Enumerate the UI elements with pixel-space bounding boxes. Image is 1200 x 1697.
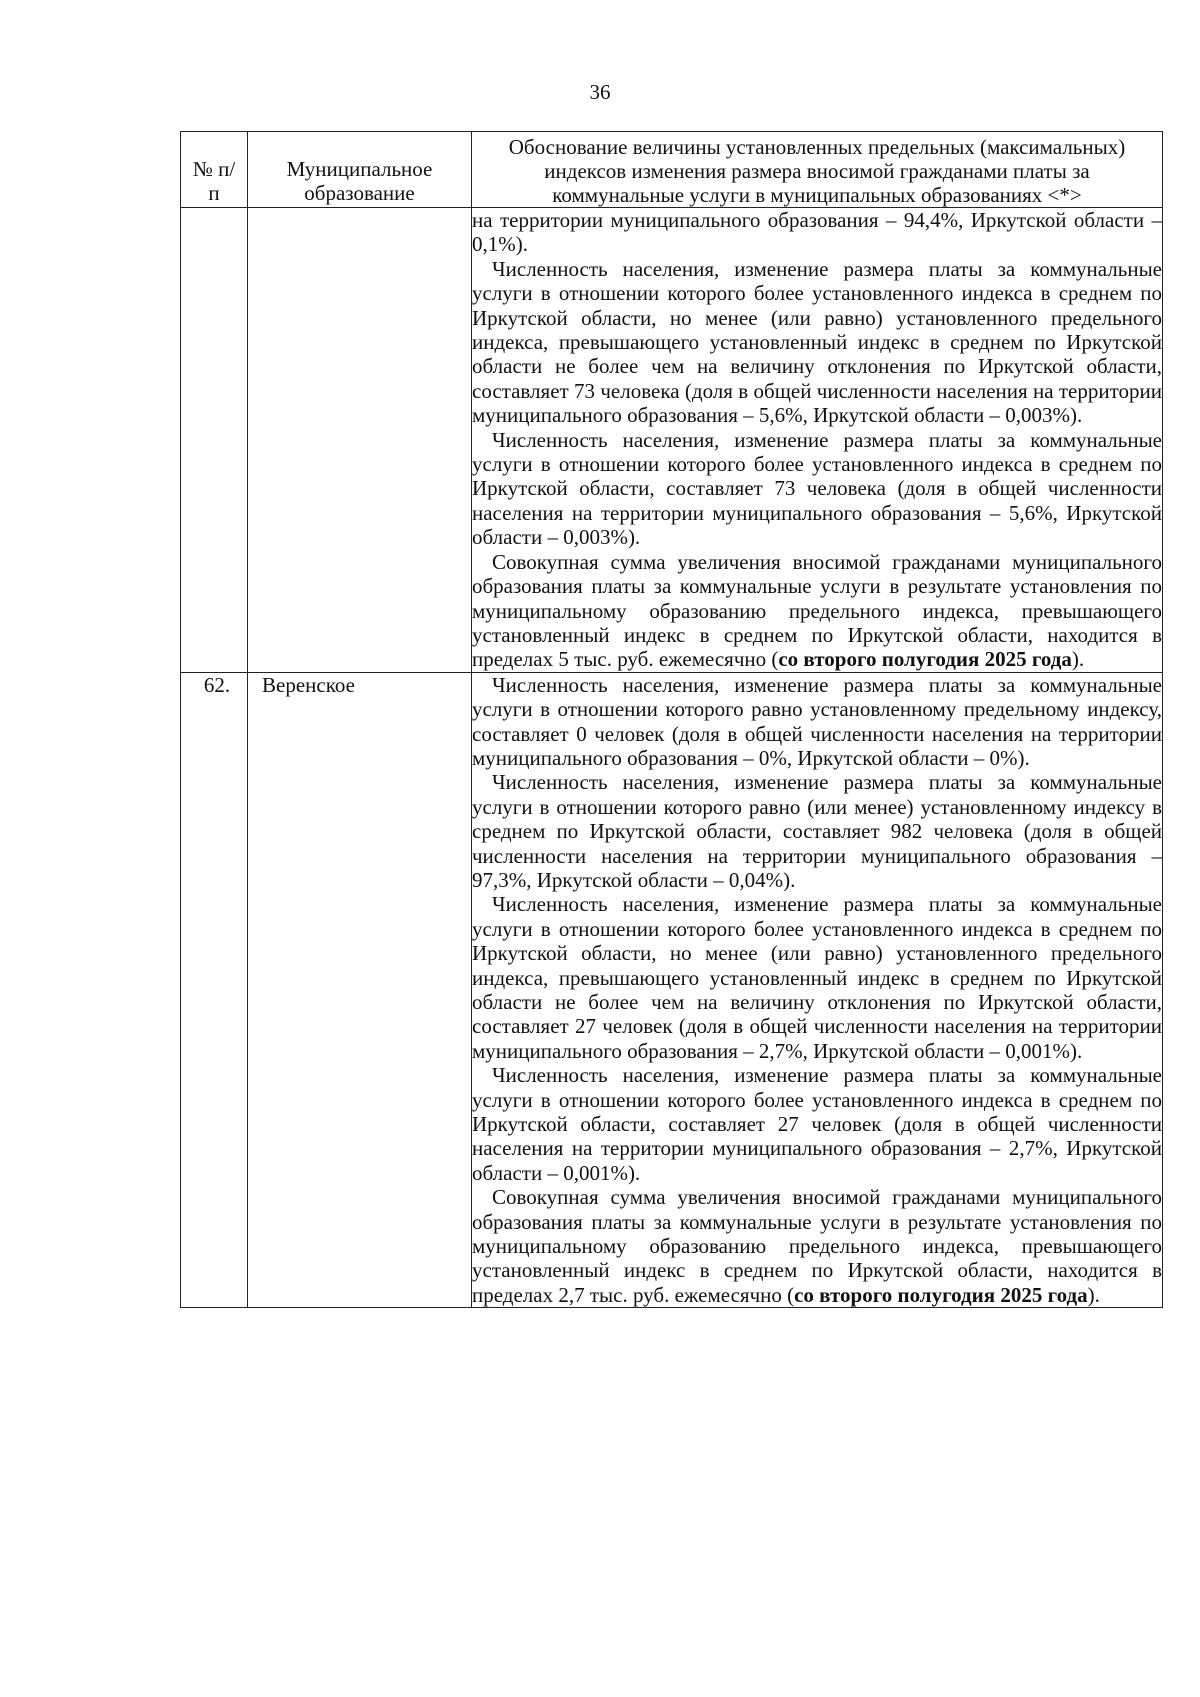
- table-row: [181, 208, 1163, 673]
- total-text: Совокупная сумма увеличения вносимой гражданами муниципального образования платы за коммунальные услуги в результате установления по муниципальному образованию предельного индекса, превышающего установленный индекс в среднем по Иркутской области, находится в пределах 5 тыс. руб. ежемесячно (: [472, 549, 1162, 672]
- header-municipality: [248, 132, 472, 208]
- header-num: [181, 132, 248, 208]
- indices-table: [180, 131, 1163, 1308]
- justification-paragraph: на территории муниципального образования – 94,4%, Иркутской области – 0,1%).: [472, 208, 1162, 257]
- header-num-label: № п/п: [192, 157, 236, 205]
- total-end: ).: [1087, 1282, 1100, 1307]
- row-num-cell: [181, 672, 248, 1308]
- table-header-row: [181, 132, 1163, 208]
- row-justification-cell: [472, 672, 1163, 1308]
- row-municipality-cell: [248, 208, 472, 673]
- justification-paragraph: Численность населения, изменение размера платы за коммунальные услуги в отношении которого равно установленному предельному индексу, составляет 0 человек (доля в общей численности населения на территории муниципального образования – 0%, Иркутской области – 0%).: [472, 672, 1162, 770]
- justification-paragraph: Численность населения, изменение размера платы за коммунальные услуги в отношении которого равно (или менее) установленному индексу в среднем по Иркутской области, составляет 982 человека (доля в общей численности населения на территории муниципального образования – 97,3%, Иркутской области – 0,04%).: [472, 770, 1162, 892]
- page-number: 36: [589, 80, 611, 104]
- row-num: 62.: [203, 672, 231, 697]
- justification-paragraph: Численность населения, изменение размера платы за коммунальные услуги в отношении которого более установленного индекса в среднем по Иркутской области, составляет 73 человека (доля в общей численности населения на территории муниципального образования – 5,6%, Иркутской области – 0,003%).: [472, 427, 1162, 550]
- justification-total-paragraph: [472, 1185, 1162, 1307]
- table-row: [181, 672, 1163, 1308]
- header-justification: [472, 132, 1163, 208]
- total-end: ).: [1071, 647, 1085, 672]
- justification-paragraph: Численность населения, изменение размера платы за коммунальные услуги в отношении которого более установленного индекса в среднем по Иркутской области, но менее (или равно) установленного предельного индекса, превышающего установленный индекс в среднем по Иркутской области не более чем на величину отклонения по Иркутской области, составляет 73 человека (доля в общей численности населения на территории муниципального образования – 5,6%, Иркутской области – 0,003%).: [472, 256, 1162, 428]
- header-municipality-label: Муниципальное образование: [286, 157, 433, 205]
- justification-paragraph: Численность населения, изменение размера платы за коммунальные услуги в отношении которого более установленного индекса в среднем по Иркутской области, но менее (или равно) установленного предельного индекса, превышающего установленный индекс в среднем по Иркутской области не более чем на величину отклонения по Иркутской области, составляет 27 человек (доля в общей численности населения на территории муниципального образования – 2,7%, Иркутской области – 0,001%).: [472, 892, 1162, 1063]
- justification-total-paragraph: [472, 550, 1162, 672]
- total-period: со второго полугодия 2025 года: [778, 647, 1072, 672]
- row-justification-cell: [472, 208, 1163, 673]
- row-municipality-cell: [248, 672, 472, 1308]
- justification-paragraph: Численность населения, изменение размера платы за коммунальные услуги в отношении которого более установленного индекса в среднем по Иркутской области, составляет 27 человек (доля в общей численности населения на территории муниципального образования – 2,7%, Иркутской области – 0,001%).: [472, 1063, 1162, 1185]
- total-text: Совокупная сумма увеличения вносимой гражданами муниципального образования платы за коммунальные услуги в результате установления по муниципальному образованию предельного индекса, превышающего установленный индекс в среднем по Иркутской области, находится в пределах 2,7 тыс. руб. ежемесячно (: [472, 1185, 1162, 1307]
- header-justification-label: Обоснование величины установленных предельных (максимальных) индексов изменения размера вносимой гражданами платы за коммунальные услуги в муниципальных образованиях <*>: [508, 135, 1126, 207]
- row-municipality: Веренское: [262, 672, 355, 697]
- total-period: со второго полугодия 2025 года: [794, 1282, 1088, 1307]
- row-num-cell: [181, 208, 248, 673]
